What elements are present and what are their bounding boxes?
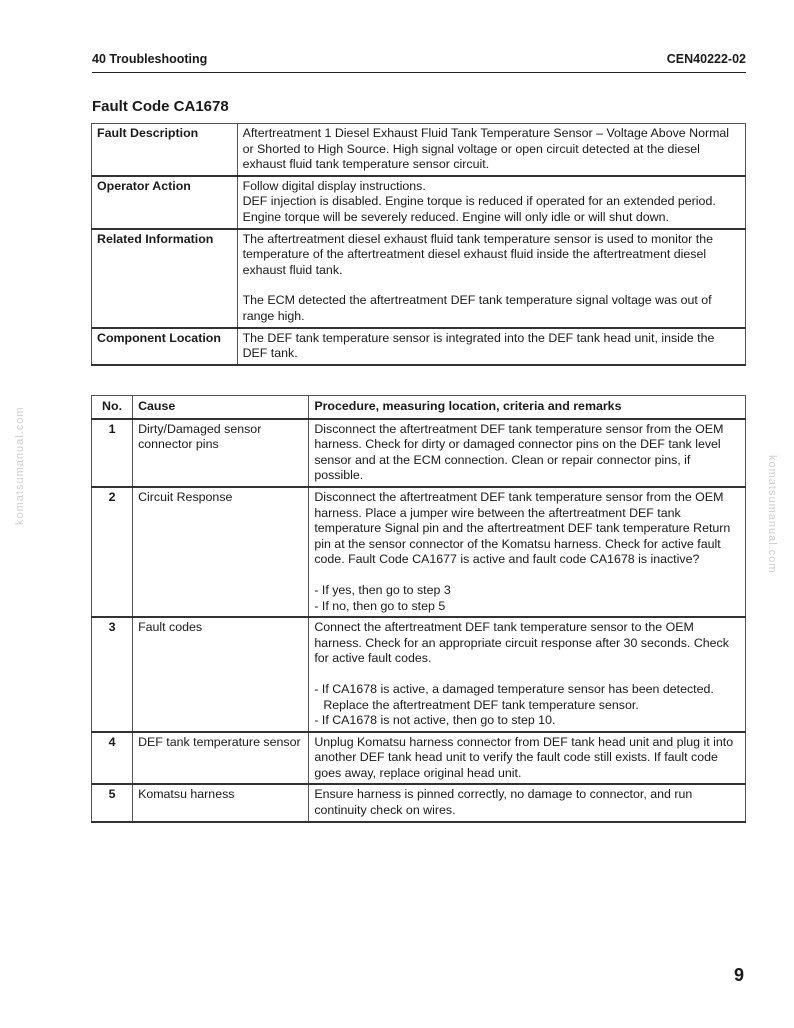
table-row xyxy=(92,732,746,785)
fault-info-line: The DEF tank temperature sensor is integrated into the DEF tank head unit, inside the DEF tank. xyxy=(242,330,715,361)
column-header-no: No. xyxy=(92,396,133,419)
procedure-text: Connect the aftertreatment DEF tank temperature sensor to the OEM harness. Check for an appropriate circuit response after 30 seconds. Check for active fault codes. xyxy=(314,620,729,666)
row-cause: Fault codes xyxy=(133,617,309,732)
procedure-text: Unplug Komatsu harness connector from DEF tank head unit and plug it into another DEF tank head unit to verify the fault code still exists. If fault code goes away, replace original head unit. xyxy=(314,734,734,780)
row-procedure xyxy=(309,487,746,617)
section-title: 40 Troubleshooting xyxy=(92,52,208,66)
fault-info-line: The aftertreatment diesel exhaust fluid tank temperature sensor is used to monitor the temperature of the aftertreatment diesel exhaust fluid inside the aftertreatment diesel exhaust fluid tank. xyxy=(242,231,713,277)
table-row xyxy=(92,487,746,617)
table-header-row xyxy=(92,396,746,419)
row-procedure xyxy=(309,617,746,732)
procedure-step-continued: Replace the aftertreatment DEF tank temperature sensor. xyxy=(323,697,639,712)
table-row xyxy=(92,419,746,487)
row-cause: Dirty/Damaged sensor connector pins xyxy=(133,419,309,487)
fault-info-label: Component Location xyxy=(92,328,238,365)
fault-info-label: Operator Action xyxy=(92,176,238,229)
fault-info-row xyxy=(92,328,746,365)
procedure-text: Ensure harness is pinned correctly, no damage to connector, and run continuity check on wires. xyxy=(314,787,693,818)
fault-info-row xyxy=(92,229,746,328)
page-number: 9 xyxy=(734,965,745,985)
fault-info-line: The ECM detected the aftertreatment DEF tank temperature signal voltage was out of range high. xyxy=(242,293,712,323)
fault-info-value xyxy=(237,328,745,365)
fault-info-row xyxy=(92,124,746,176)
column-header-procedure: Procedure, measuring location, criteria and remarks xyxy=(309,396,746,419)
fault-info-row xyxy=(92,176,746,229)
row-number: 1 xyxy=(92,419,133,487)
row-number: 3 xyxy=(92,617,133,732)
procedure-step: - If CA1678 is not active, then go to step 10. xyxy=(314,713,556,728)
row-cause: Komatsu harness xyxy=(133,784,309,821)
page-title: Fault Code CA1678 xyxy=(92,98,229,115)
row-procedure xyxy=(309,732,746,785)
watermark-left: komatsumanual.com xyxy=(14,406,26,525)
procedure-text: Disconnect the aftertreatment DEF tank temperature sensor from the OEM harness. Place a jumper wire between the aftertreatment DEF tank temperature Signal pin and the aftertreatment DEF tank temperature Return pin at the sensor connector of the Komatsu harness. Check for active fault code. Fault Code CA1677 is active and fault code CA1678 is inactive? xyxy=(314,489,731,567)
paragraph-gap xyxy=(314,667,740,682)
page-header xyxy=(92,52,746,66)
column-header-cause: Cause xyxy=(133,396,309,419)
row-number: 2 xyxy=(92,487,133,617)
procedure-step: - If no, then go to step 5 xyxy=(314,598,446,613)
procedure-step: - If CA1678 is active, a damaged temperature sensor has been detected. xyxy=(314,681,714,696)
fault-info-line: Aftertreatment 1 Diesel Exhaust Fluid Tank Temperature Sensor – Voltage Above Normal or Shorted to High Source. High signal voltage or open circuit detected at the diesel exhaust fluid tank temperature sensor circuit. xyxy=(242,126,730,172)
cause-procedure-table xyxy=(91,395,746,823)
header-divider xyxy=(92,72,746,73)
procedure-text: Disconnect the aftertreatment DEF tank temperature sensor from the OEM harness. Check for dirty or damaged connector pins on the DEF tank level sensor and at the ECM connection. Clean or repair connector pins, if possible. xyxy=(314,421,724,483)
fault-info-value xyxy=(237,124,745,176)
fault-info-line: Follow digital display instructions. xyxy=(242,178,426,193)
table-row xyxy=(92,617,746,732)
row-cause: DEF tank temperature sensor xyxy=(133,732,309,785)
row-cause: Circuit Response xyxy=(133,487,309,617)
paragraph-gap xyxy=(243,278,740,293)
fault-info-label: Related Information xyxy=(92,229,238,328)
fault-info-table xyxy=(91,123,746,366)
fault-info-value xyxy=(237,176,745,229)
paragraph-gap xyxy=(314,568,740,583)
fault-info-value xyxy=(237,229,745,328)
fault-info-line: DEF injection is disabled. Engine torque is reduced if operated for an extended period. Engine torque will be severely reduced. Engine will only idle or will shut down. xyxy=(242,194,716,224)
row-number: 5 xyxy=(92,784,133,821)
fault-info-label: Fault Description xyxy=(92,124,238,176)
document-code: CEN40222-02 xyxy=(666,52,746,66)
row-number: 4 xyxy=(92,732,133,785)
row-procedure xyxy=(309,419,746,487)
watermark-right: komatsumanual.com xyxy=(766,455,778,574)
row-procedure xyxy=(309,784,746,821)
procedure-step: - If yes, then go to step 3 xyxy=(314,582,451,597)
table-row xyxy=(92,784,746,821)
